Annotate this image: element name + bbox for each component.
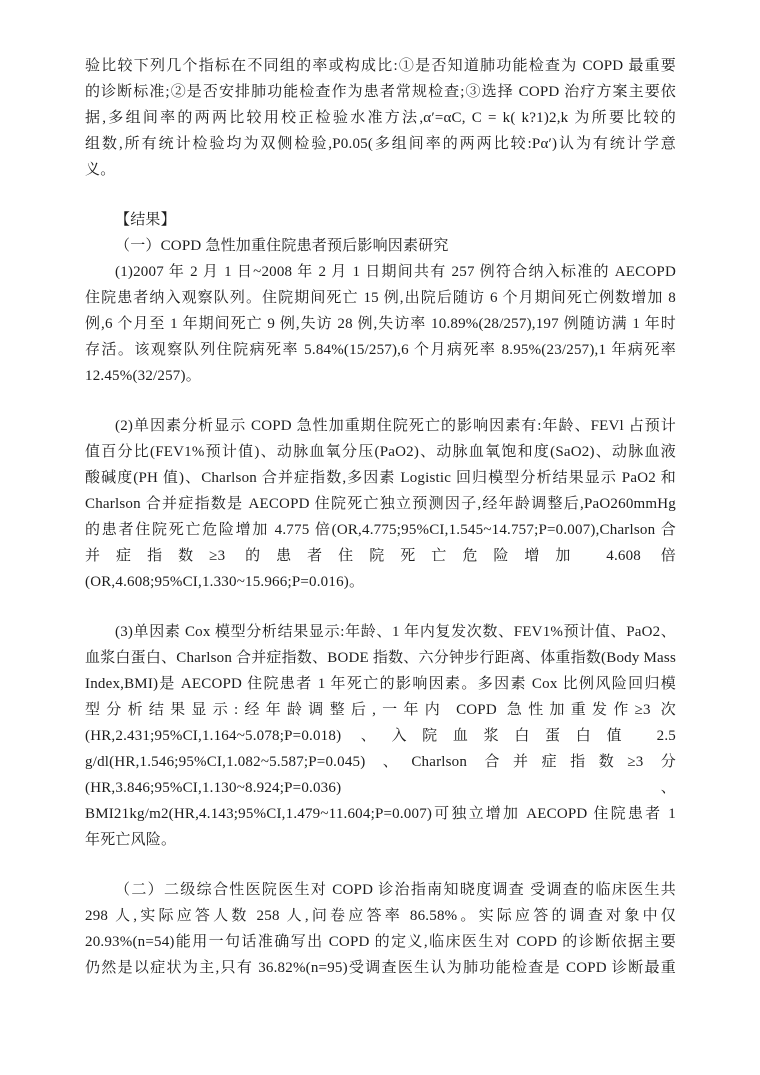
text-line: 的患者住院死亡危险增加 4.775 倍(OR,4.775;95%CI,1.545~14.757;P=0.007),Charlson 合: [85, 522, 676, 538]
text-line: 12.45%(32/257)。: [85, 368, 201, 384]
text-line: 年死亡风险。: [85, 832, 177, 848]
methods-continuation-paragraph: [85, 53, 676, 183]
text-line: 验比较下列几个指标在不同组的率或构成比:①是否知道肺功能检查为 COPD 最重要: [85, 58, 676, 74]
text-line: (HR,2.431;95%CI,1.164~5.078;P=0.018) 、入院血浆白蛋白值 2.5: [85, 728, 676, 744]
blank-line: [85, 595, 676, 619]
text-line: 仍然是以症状为主,只有 36.82%(n=95)受调查医生认为肺功能检查是 COPD 诊断最重: [85, 960, 676, 976]
blank-line: [85, 853, 676, 877]
text-line: （一）COPD 急性加重住院患者预后影响因素研究: [115, 238, 449, 254]
text-line: (OR,4.608;95%CI,1.330~15.966;P=0.016)。: [85, 574, 365, 590]
result-paragraph-3: [85, 619, 676, 853]
text-line: 例,6 个月至 1 年期间死亡 9 例,失访 28 例,失访率 10.89%(28/257),197 例随访满 1 年时: [85, 316, 676, 332]
text-line: (HR,3.846;95%CI,1.130~8.924;P=0.036) 、: [85, 780, 676, 796]
text-line: g/dl(HR,1.546;95%CI,1.082~5.587;P=0.045) 、Charlson 合并症指数≥3 分: [85, 754, 676, 770]
text-line: 据,多组间率的两两比较用校正检验水准方法,α′=αC, C = k( k?1)2,k 为所要比较的: [85, 110, 676, 126]
text-line: 住院患者纳入观察队列。住院期间死亡 15 例,出院后随访 6 个月期间死亡例数增加 8: [85, 290, 676, 306]
text-line: 20.93%(n=54)能用一句话准确写出 COPD 的定义,临床医生对 COPD 的诊断依据主要: [85, 934, 676, 950]
text-line: (3)单因素 Cox 模型分析结果显示:年龄、1 年内复发次数、FEV1%预计值、PaO2、: [115, 624, 676, 640]
text-line: Charlson 合并症指数是 AECOPD 住院死亡独立预测因子,经年龄调整后,PaO260mmHg: [85, 496, 676, 512]
text-line: 血浆白蛋白、Charlson 合并症指数、BODE 指数、六分钟步行距离、体重指数(Body Mass: [85, 650, 676, 666]
text-line: 义。: [85, 162, 116, 178]
text-line: 存活。该观察队列住院病死率 5.84%(15/257),6 个月病死率 8.95%(23/257),1 年病死率: [85, 342, 676, 358]
text-line: 的诊断标准;②是否安排肺功能检查作为患者常规检查;③选择 COPD 治疗方案主要依: [85, 84, 676, 100]
text-line: 型分析结果显示:经年龄调整后,一年内 COPD 急性加重发作≥3 次: [85, 702, 676, 718]
text-line: 298 人,实际应答人数 258 人,问卷应答率 86.58%。实际应答的调查对象中仅: [85, 908, 676, 924]
text-line: 值百分比(FEV1%预计值)、动脉血氧分压(PaO2)、动脉血氧饱和度(SaO2)、动脉血液: [85, 444, 676, 460]
text-line: 并症指数≥3 的患者住院死亡危险增加 4.608 倍: [85, 548, 676, 564]
text-line: 组数,所有统计检验均为双侧检验,P0.05(多组间率的两两比较:Pα′)认为有统计学意: [85, 136, 676, 152]
text-line: (1)2007 年 2 月 1 日~2008 年 2 月 1 日期间共有 257 例符合纳入标准的 AECOPD: [115, 264, 676, 280]
text-line: BMI21kg/m2(HR,4.143;95%CI,1.479~11.604;P=0.007)可独立增加 AECOPD 住院患者 1: [85, 806, 676, 822]
results-heading: [85, 207, 676, 233]
section-2-paragraph: [85, 877, 676, 981]
result-paragraph-2: [85, 413, 676, 595]
text-line: 酸碱度(PH 值)、Charlson 合并症指数,多因素 Logistic 回归模型分析结果显示 PaO2 和: [85, 470, 676, 486]
result-paragraph-1: [85, 259, 676, 389]
section-1-heading: [85, 233, 676, 259]
blank-line: [85, 389, 676, 413]
text-line: （二）二级综合性医院医生对 COPD 诊治指南知晓度调查 受调查的临床医生共: [115, 882, 676, 898]
blank-line: [85, 183, 676, 207]
text-line: 【结果】: [115, 212, 176, 228]
text-line: Index,BMI)是 AECOPD 住院患者 1 年死亡的影响因素。多因素 Cox 比例风险回归模: [85, 676, 676, 692]
text-line: (2)单因素分析显示 COPD 急性加重期住院死亡的影响因素有:年龄、FEVl 占预计: [115, 418, 676, 434]
page-text-block: [85, 53, 676, 981]
